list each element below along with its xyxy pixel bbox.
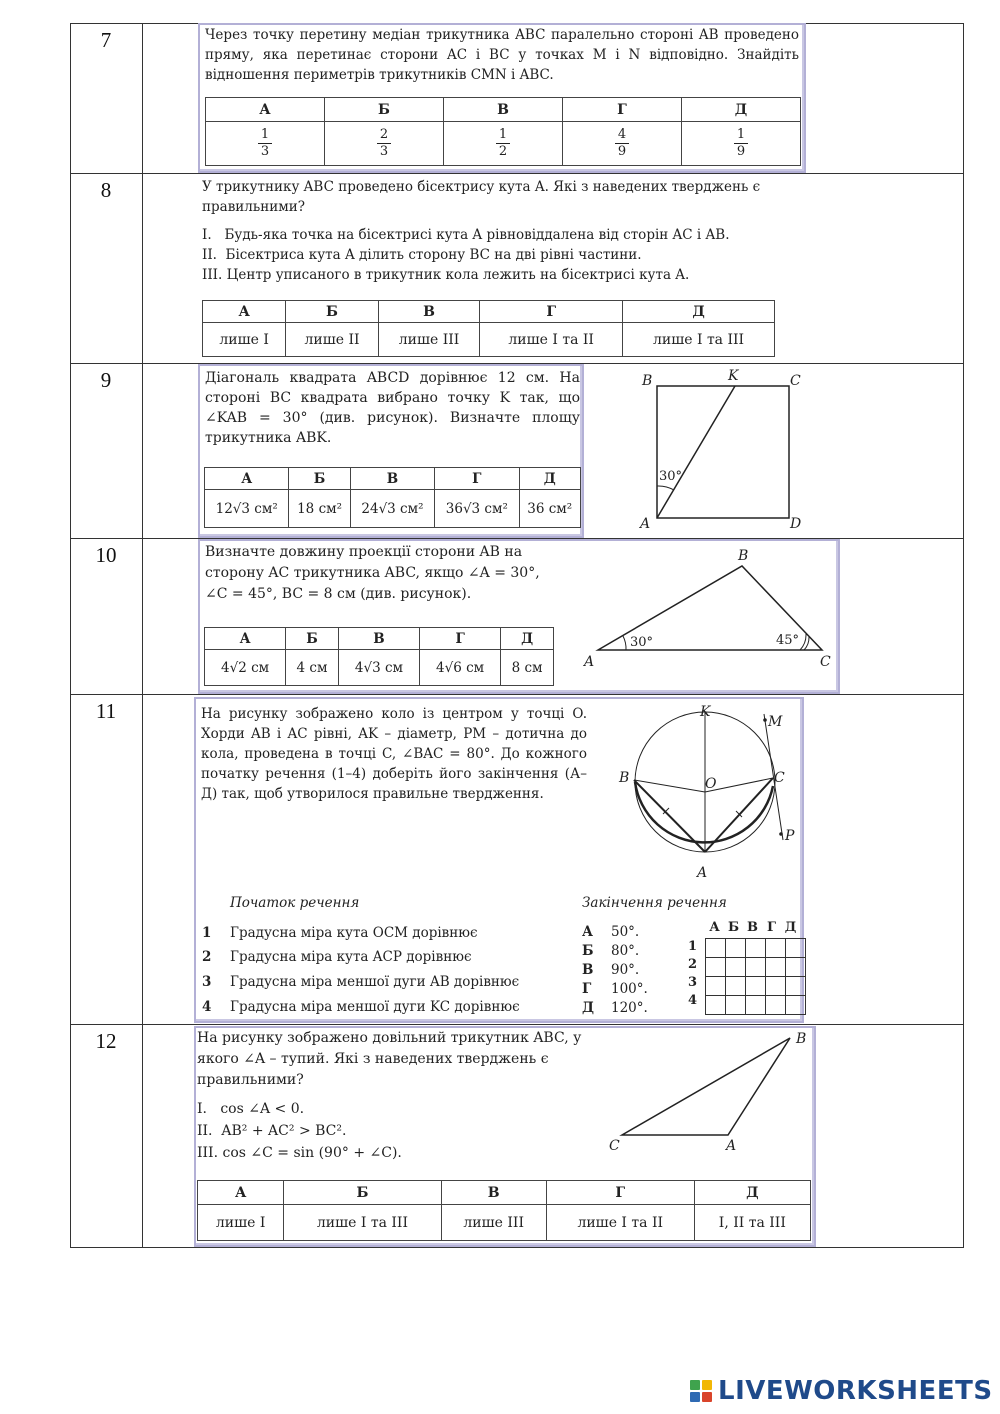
numerator: 1: [258, 127, 272, 144]
question-8-statement-1: I. Будь-яка точка на бісектрисі кута A рівновіддалена від сторін AC і AB.: [202, 227, 730, 243]
question-10-answer-table: [204, 627, 554, 686]
numerator: 2: [377, 127, 391, 144]
chord-ab: [634, 780, 705, 852]
triangle-figure-12: [600, 1028, 815, 1158]
question-number-12: 12: [95, 1029, 117, 1053]
grid-cell[interactable]: [706, 958, 726, 977]
question-8-answer-table: [202, 300, 775, 357]
q9-answer-e[interactable]: 36 см²: [519, 490, 580, 528]
grid-cell[interactable]: [746, 958, 766, 977]
q12-answer-b[interactable]: лише I та III: [284, 1205, 441, 1241]
q8-header-e: Д: [623, 301, 775, 323]
grid-cell[interactable]: [746, 939, 766, 958]
question-12-answer-table: [197, 1180, 811, 1241]
q12-header-a: А: [198, 1181, 284, 1205]
square-figure: [630, 364, 820, 536]
grid-cell[interactable]: [746, 977, 766, 996]
q8-header-b: Б: [286, 301, 378, 323]
grid-cell[interactable]: [726, 939, 746, 958]
question-7-text: Через точку перетину медіан трикутника ABC паралельно стороні AB проведено пряму, яка перетинає сторони AC і BC у точках M і N відповідно. Знайдіть відношення периметрів трикутників CMN і ABC.: [205, 27, 799, 83]
denominator: 3: [379, 144, 389, 159]
question-number-7: 7: [100, 28, 112, 52]
grid-cell[interactable]: [726, 977, 746, 996]
row-divider-11: [70, 694, 964, 695]
question-12-statement-2: II. AB² + AC² > BC².: [197, 1123, 347, 1139]
matching-grid: [688, 920, 806, 1015]
q12-answer-c[interactable]: лише III: [441, 1205, 546, 1241]
q7-header-a: А: [206, 98, 325, 122]
q9-header-e: Д: [519, 468, 580, 490]
q10-header-b: Б: [286, 628, 339, 650]
question-number-9: 9: [100, 368, 112, 392]
grid-cell[interactable]: [766, 996, 786, 1015]
grid-cell[interactable]: [726, 958, 746, 977]
q7-header-b: Б: [325, 98, 444, 122]
q7-answer-b[interactable]: [325, 122, 444, 166]
end-value-d: 100°.: [611, 981, 648, 997]
start-text-1: Градусна міра кута OCM дорівнює: [230, 925, 478, 941]
angle-arc: [657, 486, 674, 490]
label-angle: 30°: [659, 469, 683, 484]
point-p: [779, 832, 783, 836]
q10-answer-c[interactable]: 4√3 см: [338, 650, 419, 686]
label-k: K: [728, 368, 739, 384]
label-c: C: [820, 654, 831, 670]
matching-grid-rows: [688, 938, 705, 1015]
grid-col-b: Б: [727, 920, 740, 935]
start-number-4: 4: [202, 999, 212, 1015]
q9-header-b: Б: [289, 468, 350, 490]
q8-header-d: Г: [480, 301, 623, 323]
q12-answer-a[interactable]: лише I: [198, 1205, 284, 1241]
question-12-intro: На рисунку зображено довільний трикутник ABC, у якого ∠A – тупий. Які з наведених тверджень є правильними?: [197, 1030, 582, 1088]
angle-c-arc-2: [800, 634, 806, 650]
start-text-4: Градусна міра меншої дуги KC дорівнює: [230, 999, 520, 1015]
question-11-text: На рисунку зображено коло із центром у точці O. Хорди AB і AC рівні, AK – діаметр, PM – дотична до кола, проведена в точці C, ∠BAC = 80°. До кожного початку речення (1–4) доберіть його закінчення (А–Д) так, щоб утворилося правильне твердження.: [201, 706, 587, 802]
question-8-statement-3: III. Центр уписаного в трикутник кола лежить на бісектрисі кута A.: [202, 267, 690, 283]
grid-cell[interactable]: [786, 996, 806, 1015]
start-number-3: 3: [202, 974, 212, 990]
end-value-e: 120°.: [611, 1000, 648, 1016]
q8-answer-c[interactable]: лише III: [378, 323, 480, 357]
matching-grid-header: [705, 920, 806, 938]
label-angle-a: 30°: [630, 635, 654, 650]
q10-header-a: А: [205, 628, 286, 650]
grid-col-a: А: [709, 920, 720, 935]
label-m: M: [768, 714, 783, 730]
q10-answer-e[interactable]: 8 см: [501, 650, 554, 686]
grid-cell[interactable]: [766, 939, 786, 958]
grid-row-4: 4: [688, 993, 698, 1008]
end-letter-c: В: [582, 962, 594, 978]
question-9-text: Діагональ квадрата ABCD дорівнює 12 см. На стороні BC квадрата вибрано точку K так, що ∠KAB = 30° (див. рисунок). Визначте площу трикутника ABK.: [205, 370, 580, 446]
grid-row-2: 2: [688, 957, 698, 972]
label-b: B: [796, 1031, 807, 1047]
label-k: K: [700, 704, 711, 720]
q10-answer-d[interactable]: 4√6 см: [420, 650, 501, 686]
question-8-intro: У трикутнику ABC проведено бісектрису кута A. Які з наведених тверджень є правильними?: [202, 179, 761, 215]
q10-header-e: Д: [501, 628, 554, 650]
logo-square: [702, 1380, 712, 1390]
grid-cell[interactable]: [786, 958, 806, 977]
segment-ak: [657, 386, 735, 518]
q7-answer-d[interactable]: [563, 122, 682, 166]
label-c: C: [774, 770, 785, 786]
q9-answer-c[interactable]: 24√3 см²: [350, 490, 434, 528]
grid-cell[interactable]: [766, 958, 786, 977]
grid-row-1: 1: [688, 939, 698, 954]
q9-header-d: Г: [435, 468, 519, 490]
q7-header-d: Г: [563, 98, 682, 122]
row-divider-12: [70, 1024, 964, 1025]
q12-header-e: Д: [694, 1181, 810, 1205]
q9-header-c: В: [350, 468, 434, 490]
label-b: B: [642, 373, 653, 389]
grid-col-d: Г: [767, 920, 776, 935]
question-10-text: Визначте довжину проекції сторони AB на сторону AC трикутника ABC, якщо ∠A = 30°, ∠C = 45°, BC = 8 см (див. рисунок).: [205, 544, 540, 602]
grid-cell[interactable]: [726, 996, 746, 1015]
q12-answer-d[interactable]: лише I та II: [546, 1205, 694, 1241]
label-a: A: [697, 865, 708, 881]
end-letter-e: Д: [582, 1000, 595, 1016]
start-number-2: 2: [202, 949, 212, 965]
question-7-answer-table: [205, 97, 801, 166]
label-a: A: [640, 516, 651, 532]
start-text-2: Градусна міра кута ACP дорівнює: [230, 949, 472, 965]
question-number-11: 11: [95, 699, 117, 723]
angle-a-arc: [623, 636, 626, 650]
q7-header-e: Д: [682, 98, 801, 122]
numerator: 4: [615, 127, 629, 144]
q8-header-a: А: [203, 301, 286, 323]
q10-header-d: Г: [420, 628, 501, 650]
triangle-abc: [622, 1038, 790, 1135]
sentence-start-title: Початок речення: [230, 895, 360, 911]
q12-header-d: Г: [546, 1181, 694, 1205]
logo-icon: [690, 1380, 712, 1402]
logo-square: [690, 1392, 700, 1402]
q9-answer-b[interactable]: 18 см²: [289, 490, 350, 528]
denominator: 9: [736, 144, 746, 159]
label-a: A: [726, 1138, 737, 1154]
start-number-1: 1: [202, 925, 212, 941]
row-divider-8: [70, 173, 964, 174]
numerator: 1: [496, 127, 510, 144]
end-value-c: 90°.: [611, 962, 640, 978]
end-letter-a: А: [582, 924, 593, 940]
q10-answer-a[interactable]: 4√2 см: [205, 650, 286, 686]
q8-answer-e[interactable]: лише I та III: [623, 323, 775, 357]
question-12-statement-1: I. cos ∠A < 0.: [197, 1101, 305, 1117]
grid-cell[interactable]: [706, 939, 726, 958]
grid-cell[interactable]: [706, 977, 726, 996]
liveworksheets-logo: [690, 1374, 993, 1408]
grid-cell[interactable]: [706, 996, 726, 1015]
end-letter-d: Г: [582, 981, 592, 997]
grid-cell[interactable]: [786, 939, 806, 958]
q7-answer-e[interactable]: [682, 122, 801, 166]
q10-answer-b[interactable]: 4 см: [286, 650, 339, 686]
question-number-8: 8: [100, 178, 112, 202]
label-angle-c: 45°: [776, 633, 800, 648]
grid-col-e: Д: [784, 920, 797, 935]
label-b: B: [619, 770, 630, 786]
question-9-answer-table: [204, 467, 581, 528]
logo-text: LIVEWORKSHEETS: [718, 1376, 993, 1406]
q7-answer-a[interactable]: [206, 122, 325, 166]
q8-header-c: В: [378, 301, 480, 323]
q9-answer-a[interactable]: 12√3 см²: [205, 490, 289, 528]
point-m: [763, 718, 767, 722]
denominator: 9: [617, 144, 627, 159]
q7-answer-c[interactable]: [444, 122, 563, 166]
matching-grid-cells: [705, 938, 806, 1015]
label-a: A: [584, 654, 595, 670]
label-b: B: [738, 548, 749, 564]
q8-answer-d[interactable]: лише I та II: [480, 323, 623, 357]
end-value-a: 50°.: [611, 924, 640, 940]
logo-square: [702, 1392, 712, 1402]
q8-answer-a[interactable]: лише I: [203, 323, 286, 357]
q10-header-c: В: [338, 628, 419, 650]
question-8-statement-2: II. Бісектриса кута A ділить сторону BC на дві рівні частини.: [202, 247, 642, 263]
end-letter-b: Б: [582, 943, 594, 959]
label-p: P: [785, 828, 795, 844]
q8-answer-b[interactable]: лише II: [286, 323, 378, 357]
end-value-b: 80°.: [611, 943, 640, 959]
q9-answer-d[interactable]: 36√3 см²: [435, 490, 519, 528]
label-c: C: [790, 373, 801, 389]
sentence-end-title: Закінчення речення: [582, 895, 727, 911]
column-divider-1: [142, 23, 143, 1248]
question-12-statement-3: III. cos ∠C = sin (90° + ∠C).: [197, 1145, 402, 1161]
q12-header-b: Б: [284, 1181, 441, 1205]
grid-cell[interactable]: [746, 996, 766, 1015]
q12-header-c: В: [441, 1181, 546, 1205]
logo-square: [690, 1380, 700, 1390]
circle-figure: [608, 700, 798, 885]
label-c: C: [609, 1138, 620, 1154]
q12-answer-e[interactable]: I, II та III: [694, 1205, 810, 1241]
q9-header-a: А: [205, 468, 289, 490]
numerator: 1: [734, 127, 748, 144]
grid-row-3: 3: [688, 975, 698, 990]
denominator: 2: [498, 144, 508, 159]
denominator: 3: [260, 144, 270, 159]
start-text-3: Градусна міра меншої дуги AB дорівнює: [230, 974, 520, 990]
triangle-figure-10: [580, 540, 835, 680]
grid-col-c: В: [747, 920, 758, 935]
grid-cell[interactable]: [766, 977, 786, 996]
q7-header-c: В: [444, 98, 563, 122]
label-o: O: [705, 776, 717, 792]
question-number-10: 10: [95, 543, 117, 567]
grid-cell[interactable]: [786, 977, 806, 996]
label-d: D: [790, 516, 802, 532]
